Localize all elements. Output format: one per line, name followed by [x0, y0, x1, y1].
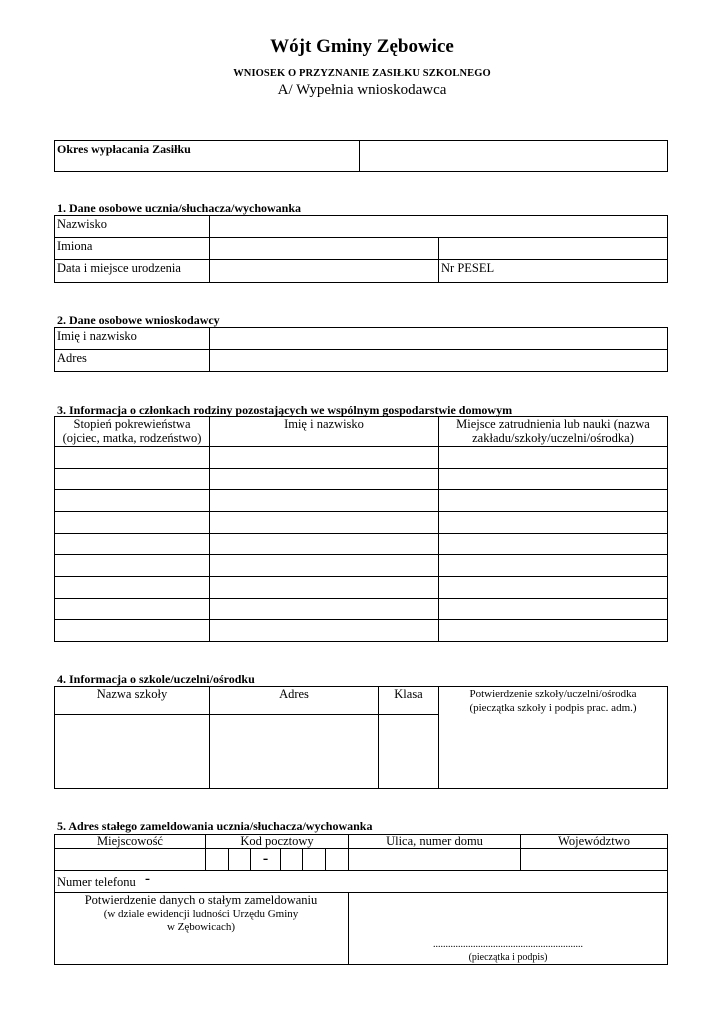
applicant-address-label: Adres — [57, 351, 87, 365]
period-label: Okres wypłacania Zasiłku — [57, 142, 191, 156]
form-subtitle: WNIOSEK O PRZYZNANIE ZASIŁKU SZKOLNEGO — [233, 68, 491, 79]
section3-title: 3. Informacja o członkach rodziny pozostających we wspólnym gospodarstwie domowym — [57, 403, 513, 417]
family-rows-area[interactable] — [55, 447, 667, 641]
residence-confirm-line2: (w dziale ewidencji ludności Urzędu Gminy — [103, 908, 299, 920]
residence-col-city: Miejscowość — [97, 834, 163, 848]
birth-field[interactable] — [211, 260, 437, 282]
form-part-label: A/ Wypełnia wnioskodawca — [277, 82, 447, 98]
phone-dash: - — [145, 871, 150, 887]
school-class-field[interactable] — [379, 715, 437, 788]
family-col-relation-line1: Stopień pokrewieństwa — [73, 417, 191, 431]
school-col-name: Nazwa szkoły — [96, 687, 168, 701]
pesel-label: Nr PESEL — [441, 261, 495, 275]
residence-col-postal: Kod pocztowy — [240, 834, 314, 848]
first-names-field[interactable] — [211, 238, 437, 258]
school-address-field[interactable] — [210, 715, 377, 788]
surname-field[interactable] — [211, 216, 667, 236]
school-confirm-line2: (pieczątka szkoły i podpis prac. adm.) — [469, 702, 637, 714]
applicant-address-field[interactable] — [211, 350, 667, 371]
first-names-label: Imiona — [57, 239, 93, 253]
form-authority-title: Wójt Gminy Zębowice — [270, 36, 454, 57]
residence-col-voivodeship: Województwo — [558, 834, 630, 848]
school-col-address: Adres — [279, 687, 309, 701]
section5-title: 5. Adres stałego zameldowania ucznia/słuchacza/wychowanka — [57, 819, 373, 833]
signature-label: (pieczątka i podpis) — [468, 952, 548, 963]
phone-field[interactable] — [155, 871, 667, 891]
residence-confirm-line1: Potwierdzenie danych o stałym zameldowaniu — [84, 893, 318, 907]
family-col-workplace-line2: zakładu/szkoły/uczelni/ośrodka) — [472, 431, 634, 445]
phone-label: Numer telefonu — [57, 875, 136, 889]
family-col-name: Imię i nazwisko — [284, 417, 364, 431]
section1-title: 1. Dane osobowe ucznia/słuchacza/wychowanka — [57, 201, 302, 215]
postal-code-dash: - — [262, 850, 269, 867]
surname-label: Nazwisko — [57, 217, 107, 231]
school-confirm-line1: Potwierdzenie szkoły/uczelni/ośrodka — [469, 688, 637, 700]
section4-title: 4. Informacja o szkole/uczelni/ośrodku — [57, 672, 255, 686]
birth-label: Data i miejsce urodzenia — [57, 261, 181, 275]
school-name-field[interactable] — [55, 715, 208, 788]
family-col-relation-line2: (ojciec, matka, rodzeństwo) — [62, 431, 202, 445]
applicant-name-label: Imię i nazwisko — [57, 329, 137, 343]
signature-dots: ............................................................ — [433, 939, 583, 950]
residence-confirm-line3: w Zębowicach) — [166, 921, 236, 933]
school-col-class: Klasa — [394, 687, 423, 701]
residence-street-field[interactable] — [349, 849, 519, 869]
section2-title: 2. Dane osobowe wnioskodawcy — [57, 313, 220, 327]
residence-voivodeship-field[interactable] — [521, 849, 667, 869]
family-col-workplace-line1: Miejsce zatrudnienia lub nauki (nazwa — [456, 417, 650, 431]
residence-col-street: Ulica, numer domu — [386, 834, 483, 848]
applicant-name-field[interactable] — [211, 328, 667, 348]
period-field[interactable] — [361, 141, 666, 171]
residence-city-field[interactable] — [55, 849, 204, 869]
